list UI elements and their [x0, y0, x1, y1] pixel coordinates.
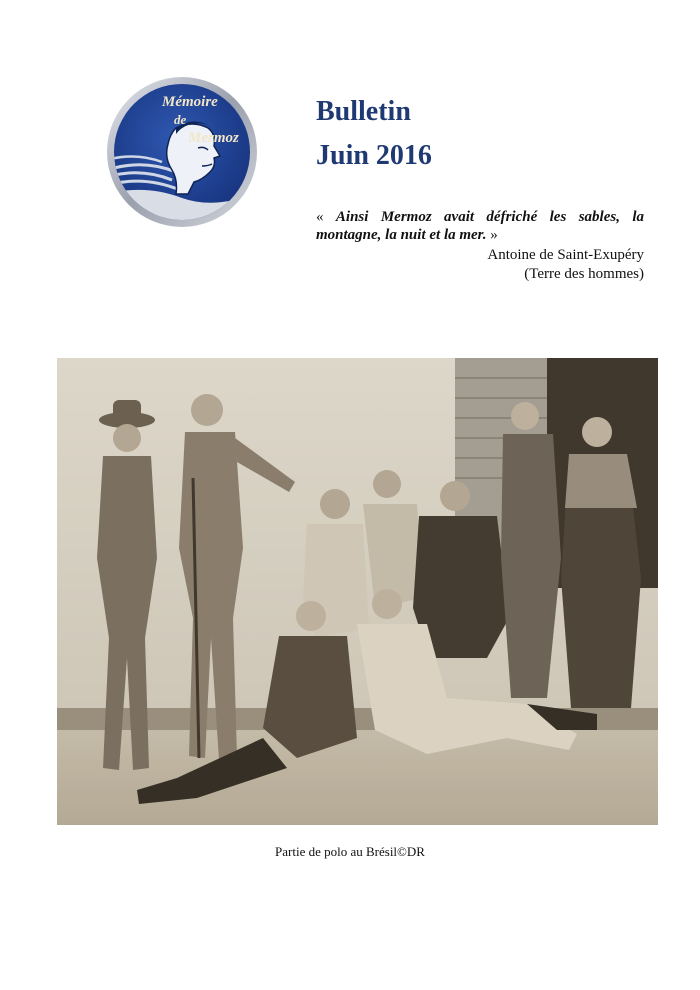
bulletin-title: Bulletin: [316, 96, 411, 127]
quote-author: Antoine de Saint-Exupéry: [487, 247, 644, 263]
quote-text: Ainsi Mermoz avait défriché les sables, la montagne, la nuit et la mer.: [316, 209, 645, 243]
logo-line3: Mermoz: [188, 130, 239, 146]
logo-line1: Mémoire: [162, 94, 218, 110]
group-photograph: [57, 358, 658, 825]
logo-line2: de: [174, 112, 187, 127]
quote-attribution: [487, 246, 644, 284]
quote-source: (Terre des hommes): [524, 266, 644, 282]
quote-open-mark: «: [316, 209, 336, 225]
bulletin-date: Juin 2016: [316, 140, 432, 171]
memoire-de-mermoz-logo: [106, 76, 258, 228]
photo-caption: Partie de polo au Brésil©DR: [275, 844, 425, 859]
quote-close-mark: »: [486, 227, 498, 243]
epigraph-quote: [316, 208, 644, 244]
